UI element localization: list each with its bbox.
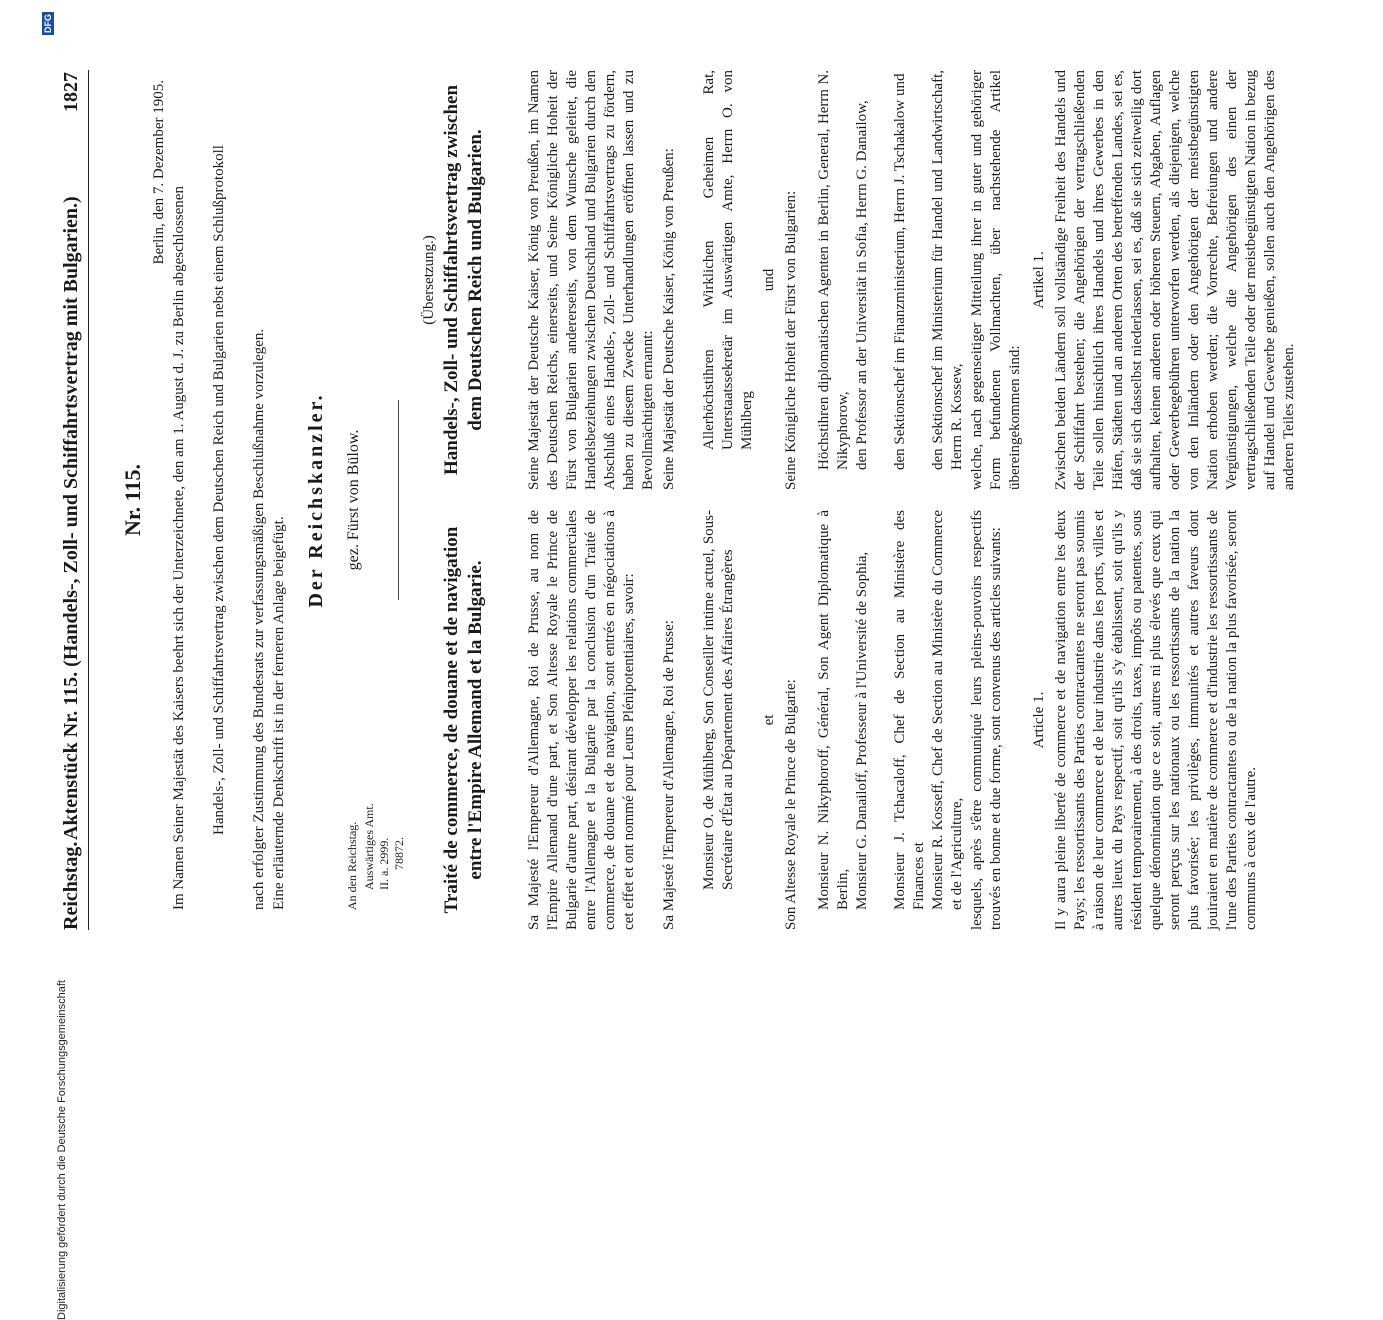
signature-title: Der Reichskanzler.	[305, 392, 327, 608]
signature-name: gez. Fürst von Bülow.	[345, 429, 362, 571]
document-number: Nr. 115.	[120, 464, 145, 536]
german-overline: (Übersetzung.)	[421, 235, 437, 325]
french-para-5: Monsieur N. Nikyphoroff, Général, Son Agent Diplomatique à Berlin,	[816, 510, 851, 910]
french-para-3: Monsieur O. de Mühlberg, Son Conseiller intime actuel, Sous-Secrétaire d'État au Département des Affaires Étrangères	[701, 510, 736, 890]
german-article-text: Zwischen beiden Ländern soll vollständige Freiheit des Handels und der Schiffahrt bestehen; die Angehörigen der vertragschließenden Teile sollen hinsichtlich ihres Handels und ihres Gewerbes in den Häfen, Städten und an anderen Orten des betreffenden Landes, sei es, daß sie sich dasselbst niederlassen, sei es, daß sie sich zeitweilig dort aufhalten, keinen anderen oder höheren Steuern, Abgaben, Auflagen oder Gewerbegebühren unterworfen werden, als diejenigen, welche von den Inländern oder den Angehörigen der meistbegünstigten Nation erhoben werden; die Vorrechte, Befreiungen und andere Vergünstigungen, welche die Angehörigen des einen der vertragschließenden Teile oder der meistbegünstigten Nation in bezug auf Handel und Gewerbe genießen, sollen auch den Angehörigen des anderen Teiles zustehen.	[1053, 70, 1297, 490]
dfg-logo: DFG	[43, 14, 53, 33]
header-rule	[88, 70, 89, 930]
intro-line-4: Eine erläuternde Denkschrift ist in der ferneren Anlage beigefügt.	[271, 516, 287, 910]
address-line-4: 78872.	[392, 837, 406, 870]
french-para-4: Son Altesse Royale le Prince de Bulgarie:	[783, 679, 799, 930]
german-article-heading: Artikel 1.	[1031, 251, 1047, 309]
header-title: Aktenstück Nr. 115. (Handels-, Zoll- und Schiffahrtsvertrag mit Bulgarien.)	[60, 196, 82, 840]
address-line-3: II. a. 2999.	[377, 837, 391, 890]
divider	[398, 400, 399, 600]
side-note	[0, 0, 68, 1320]
german-para-2: Seine Majestät der Deutsche Kaiser, König von Preußen:	[661, 148, 677, 490]
french-para-6: Monsieur G. Danailoff, Professeur à l'Université de Sophia,	[854, 551, 870, 910]
page-number: 1827	[60, 72, 82, 112]
french-para-2: Sa Majesté l'Empereur d'Allemagne, Roi de Prusse:	[661, 620, 677, 930]
header-left: Reichstag.	[60, 841, 82, 930]
french-para-8: Monsieur R. Kosseff, Chef de Section au Ministère du Commerce et de l'Agriculture,	[930, 510, 965, 910]
german-para-6: den Professor an der Universität in Sofia, Herrn G. Danailow,	[854, 100, 870, 470]
german-und: und	[761, 268, 777, 292]
german-para-4: Seine Königliche Hoheit der Fürst von Bulgarien:	[783, 190, 799, 490]
address-line-2: Auswärtiges Amt.	[362, 803, 376, 890]
german-para-3: Allerhöchstihren Wirklichen Geheimen Rat, Unterstaatssekretär im Auswärtigen Amte, Herrn O. von Mühlberg	[701, 70, 755, 450]
french-para-7: Monsieur J. Tchacaloff, Chef de Section au Ministère des Finances et	[892, 510, 927, 910]
french-para-9: lesquels, après s'être communiqué leurs pleins-pouvoirs respectifs trouvés en bonne et due forme, sont convenus des articles suivants:	[969, 510, 1004, 930]
french-et: et	[761, 714, 777, 726]
french-article-heading: Article 1.	[1031, 691, 1047, 749]
french-title: Traité de commerce, de douane et de navigation entre l'Empire Allemand et la Bulgarie.	[441, 526, 486, 914]
address-line-1: An den Reichstag.	[345, 821, 359, 910]
german-title: Handels-, Zoll- und Schiffahrtsvertrag zwischen dem Deutschen Reich und Bulgarien.	[441, 84, 486, 476]
funding-note: Digitalisierung gefördert durch die Deutsche Forschungsgemeinschaft	[56, 980, 68, 1320]
german-para-7: den Sektionschef im Finanzministerium, Herrn J. Tschakalow und	[892, 73, 908, 470]
intro-line-3: nach erfolgter Zustimmung des Bundesrats zur verfassungsmäßigen Beschlußnahme vorzulegen.	[251, 328, 267, 910]
french-para-1: Sa Majesté l'Empereur d'Allemagne, Roi de Prusse, au nom de l'Empire Allemand d'une part, et Son Altesse Royale le Prince de Bulgarie d'autre part, désirant développer les relations commerciales entre l'Allemagne et la Bulgarie par la conclusion d'un Traité de commerce, de douane et de navigation, sont entrés en négociations à cet effet et ont nommé pour Leurs Plénipotentiaires, savoir:	[526, 510, 637, 930]
french-article-text: Il y aura pleine liberté de commerce et de navigation entre les deux Pays; les ressortissants des Parties contractantes ne seront pas soumis à raison de leur commerce et de leur industrie dans les ports, villes et autres lieux du Pays respectif, soit qu'ils s'y établissent, soit qu'ils y résident temporairement, à des droits, taxes, impôts ou patentes, sous quelque dénomination que ce soit, autres ni plus élevés que ceux qui seront perçus sur les nationaux ou les ressortissants de la nation la plus favorisée; les privilèges, immunités et autres faveurs dont jouiraient en matière de commerce et d'industrie les ressortissants de l'une des Parties contractantes ou de la nation la plus favorisée, seront communs à ceux de l'autre.	[1053, 510, 1259, 930]
intro-line-1: Im Namen Seiner Majestät des Kaisers beehrt sich der Unterzeichnete, den am 1. August d. J. zu Berlin abgeschlossenen	[171, 186, 187, 910]
date-line: Berlin, den 7. Dezember 1905.	[151, 80, 167, 265]
german-para-8: den Sektionschef im Ministerium für Handel und Landwirtschaft, Herrn R. Kossew,	[930, 70, 965, 470]
german-para-5: Höchstihren diplomatischen Agenten in Berlin, General, Herrn N. Nikyphorow,	[816, 70, 851, 470]
intro-line-2: Handels-, Zoll- und Schiffahrtsvertrag zwischen dem Deutschen Reich und Bulgarien nebst einem Schlußprotokoll	[211, 145, 227, 835]
german-para-1: Seine Majestät der Deutsche Kaiser, König von Preußen, im Namen des Deutschen Reichs, einerseits, und Seine Königliche Hoheit der Fürst von Bulgarien andererseits, von dem Wunsche geleitet, die Handelsbeziehungen zwischen Deutschland und Bulgarien durch den Abschluß eines Handels-, Zoll- und Schiffahrtsvertrags zu fördern, haben zu diesem Zwecke Unterhandlungen eröffnen lassen und zu Bevollmächtigten ernannt:	[526, 70, 656, 490]
german-para-9: welche, nach gegenseitiger Mitteilung ihrer in guter und gehöriger Form befundenen Vollmachten, über nachstehende Artikel übereingekommen sind:	[969, 70, 1023, 490]
